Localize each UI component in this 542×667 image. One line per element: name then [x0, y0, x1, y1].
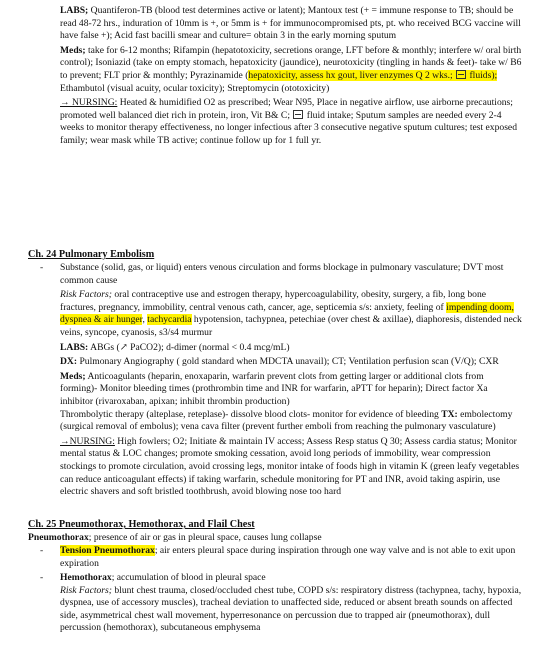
hemo-text — [60, 572, 522, 585]
pe-risk-label: Risk Factors; — [60, 289, 112, 301]
pe-risk — [60, 289, 522, 339]
tb-meds-text: take for 6-12 months; Rifampin (hepatotoxicity, secretions orange, LFT before & monthly; interfere w/ oral birth control); Isoniazid (take on empty stomach, hepatoxicity (jaundice), neurotoxicity (tingling in hands & feet)- take w/ B6 to prevent; FLT prior & monthly; Pyrazinamide ( — [60, 44, 522, 81]
pneumo-label-text: ; presence of air or gas in pleural space, causes lung collapse — [88, 532, 322, 543]
pe-dx-label: DX: — [60, 356, 78, 368]
tb-labs — [60, 5, 522, 43]
tb-labs-label: LABS; — [60, 5, 89, 16]
hemo-risk-text: blunt chest trauma, closed/occluded chest tube, COPD s/s: respiratory distress (tachypnea, tachy, hypoxia, dyspnea, use of accessory muscles), tracheal deviation to unaffected side, reduced or absent breath sounds on affected side, asymmetrical chest wall movement, hyperresonance on percussion due to trapped air (pneumothorax), dull percussion (hemothorax), subcutaneous emphysema — [60, 584, 522, 634]
pe-nursing-label: →NURSING: — [60, 435, 115, 447]
pe-meds-text: Anticoagulants (heparin, enoxaparin, warfarin prevent clots from getting larger or additional clots from forming)- Monitor bleeding times (prothrombin time and INR for warfarin, aPTT for heparin); Direct factor Xa inhibitor (rivaroxaban, apixan; inhibit thrombin production) — [60, 370, 488, 407]
tension-label: Tension Pneumothorax — [60, 545, 155, 556]
tension-desc: ; air enters pleural space during inspiration through one way valve and is not able to exit upon expiration — [60, 545, 516, 569]
hemo-risk — [60, 585, 522, 635]
pe-thrombo-text: Thrombolytic therapy (alteplase, reteplase)- dissolve blood clots- monitor for evidence of bleeding — [60, 408, 442, 420]
tb-meds-highlight-tail: fluids); — [467, 69, 498, 81]
tension-text — [60, 545, 522, 570]
hemo-risk-label: Risk Factors; — [60, 584, 112, 596]
pneumo-heading: Ch. 25 Pneumothorax, Hemothorax, and Flail Chest — [28, 519, 255, 530]
tb-meds — [60, 45, 522, 95]
tb-meds-highlight — [248, 70, 497, 81]
increase-icon — [293, 110, 303, 119]
pe-labs-text: ABGs (↗ PaCO2); d-dimer (normal < 0.4 mcg/mL) — [88, 341, 290, 353]
pe-risk-tail: hypotension, tachypnea, petechiae (over chest & axillae), diaphoresis, distended neck veins, syncope, cyanosis, s3/s4 murmur — [60, 314, 522, 338]
pe-risk-mid: , — [142, 314, 148, 326]
hemo-label: Hemothorax — [60, 572, 112, 583]
tb-meds-label: Meds; — [60, 44, 86, 56]
pe-nursing-text: High fowlers; O2; Initiate & maintain IV access; Assess Resp status Q 30; Assess cardia status; Monitor mental status & LOC changes; promote smoking cessation, avoid long periods of immobility, wear compression stockings to promote circulation, avoid crossing legs, monitor intake of foods high in vitamin K (green leafy vegetables can reduce anticoagulant effects) if taking warfarin, schedule monitoring for PT and INR, avoid taking aspirin, use electric shavers and soft bristled toothbrush, avoid blowing nose too hard — [60, 435, 520, 498]
pe-section — [60, 262, 522, 501]
tb-labs-text: Quantiferon-TB (blood test determines active or latent); Mantoux test (+ = immune response to TB; should be read 48-72 hrs., induration of 10mm is +, or 5mm is + for immunocompromised pts, pt. who received BCG vaccine will have false +); Acid fast bacilli smear and culture= obtain 3 in the early morning sputum — [60, 5, 521, 42]
pe-dash: - — [40, 262, 44, 273]
pe-intro: Substance (solid, gas, or liquid) enters venous circulation and forms blockage in pulmonary vasculature; DVT most common cause — [60, 262, 504, 286]
pneumo-intro — [28, 532, 522, 545]
pe-nursing — [60, 436, 522, 499]
pe-risk-highlight-1: impending doom, dyspnea & air hunger — [60, 301, 514, 326]
tb-section — [60, 5, 522, 150]
pneumo-dash-1: - — [40, 545, 44, 556]
pe-dx — [60, 356, 522, 369]
tb-meds-highlight-text: hepatoxicity, assess hx gout, liver enzymes Q 2 wks.; — [248, 69, 456, 81]
tension-block — [60, 545, 522, 572]
pe-thrombo — [60, 409, 522, 434]
hemo-block — [60, 572, 522, 637]
pe-labs-label: LABS: — [60, 341, 89, 353]
pe-tx-label: TX: — [441, 408, 458, 420]
tb-meds-text-b: Ethambutol (visual acuity, ocular toxicity); Streptomycin (ototoxicity) — [60, 82, 330, 94]
tb-nursing-text: Heated & humidified O2 as prescribed; Wear N95, Place in negative airflow, use airborne precautions; promoted well balanced diet rich in protein, iron, Vit B& C; — [60, 97, 513, 121]
pe-dx-text: Pulmonary Angiography ( gold standard when MDCTA unavail); CT; Ventilation perfusion scan (V/Q); CXR — [77, 356, 499, 368]
pe-labs — [60, 342, 522, 355]
pe-tx-text: embolectomy (surgical removal of embolus); vena cava filter (prevent further emboli from reaching the pulmonary vasculature) — [60, 408, 513, 433]
pneumo-label: Pneumothorax — [28, 532, 89, 543]
tb-nursing — [60, 97, 522, 147]
increase-icon — [456, 70, 466, 79]
hemo-desc: ; accumulation of blood in pleural space — [111, 572, 266, 583]
pe-meds-label: Meds; — [60, 370, 86, 382]
tb-nursing-label: → NURSING: — [60, 97, 118, 109]
pe-meds — [60, 371, 522, 409]
tb-nursing-text-b: fluid intake; Sputum samples are needed every 2-4 weeks to monitor therapy effectiveness, no longer infectious after 3 consecutive negative sputum cultures; test exposed family; wear mask while TB active; continue follow up for 1 full yr. — [60, 109, 517, 146]
pneumo-dash-2: - — [40, 572, 44, 583]
pe-risk-text: oral contraceptive use and estrogen therapy, hypercoagulability, obesity, surgery, a fib, long bone fractures, pregnancy, immobility, central venous cath, cancer, age, septicemia s/s: anxiety, feeling of — [60, 289, 487, 313]
pe-risk-highlight-2: tachycardia — [147, 314, 192, 326]
pe-heading: Ch. 24 Pulmonary Embolism — [28, 249, 155, 260]
